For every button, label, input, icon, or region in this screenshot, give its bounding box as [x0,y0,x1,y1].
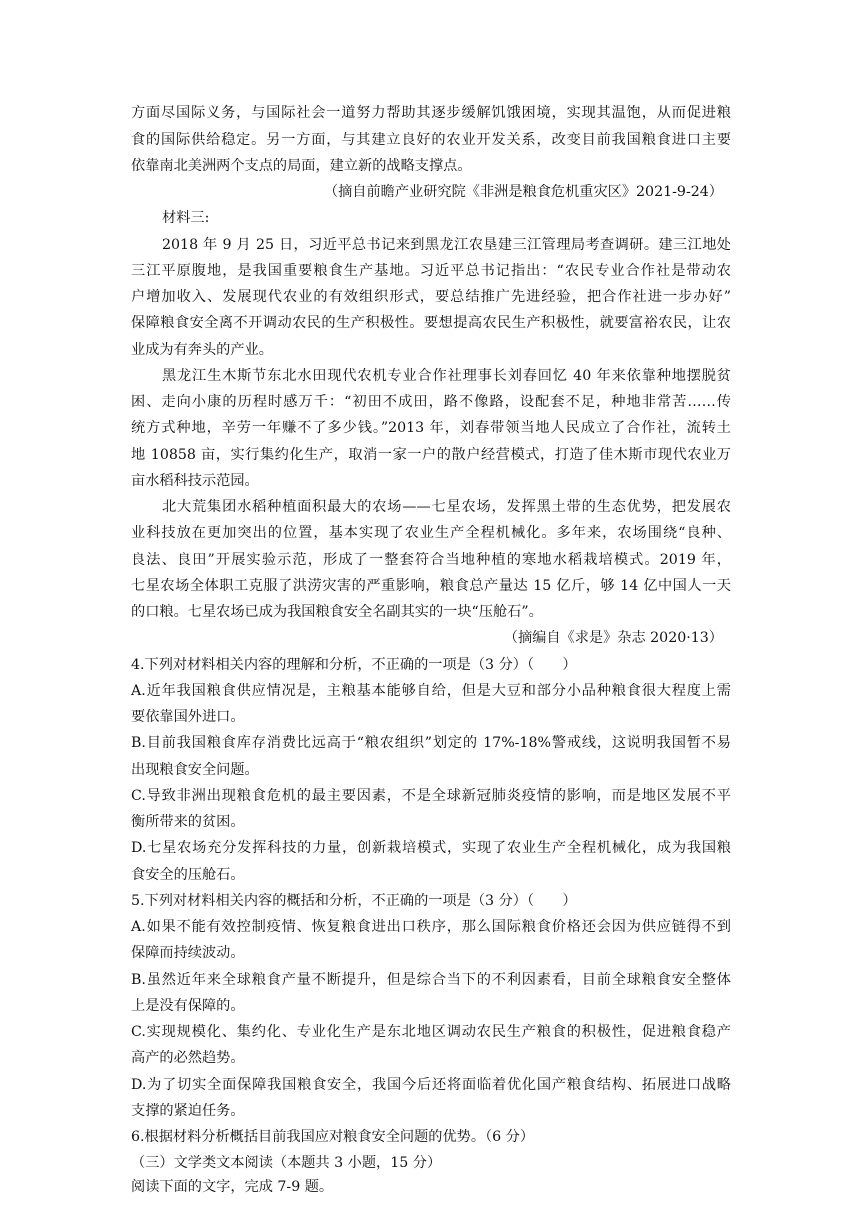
material2-source: （摘自前瞻产业研究院《非洲是粮食危机重灾区》2021-9-24） [323,184,723,200]
material2-line: 方面尽国际义务，与国际社会一道努力帮助其逐步缓解饥饿困境，实现其温饱，从而促进粮 [131,105,731,121]
material3-p2-line: 地 10858 亩，实行集约化生产，取消一家一户的散户经营模式，打造了佳木斯市现代农业万 [131,447,731,463]
material3-p2-line: 统方式种地，辛劳一年赚不了多少钱。”2013 年，刘春带领当地人民成立了合作社，流转土 [131,420,731,436]
question-4-option-b: B.目前我国粮食库存消费比远高于“粮农组织”划定的 17%-18%警戒线，这说明我国暂不易 [131,735,731,751]
material2-line: 食的国际供给稳定。另一方面，与其建立良好的农业开发关系，改变目前我国粮食进口主要 [131,132,731,148]
material3-p1-line: 户增加收入、发展现代农业的有效组织形式，要总结推广先进经验，把合作社进一步办好” [131,289,731,305]
material3-p1-line: 业成为有奔头的产业。 [131,342,273,358]
material3-p3-line: 业科技放在更加突出的位置，基本实现了农业生产全程机械化。多年来，农场围绕“良种、 [131,525,731,541]
material3-p2-line: 困、走向小康的历程时感万千：“初田不成田，路不像路，设配套不足，种地非常苦……传 [131,394,731,410]
material3-p3-line: 良法、良田”开展实验示范，形成了一整套符合当地种植的寒地水稻栽培模式。2019 年， [131,552,731,568]
material3-p1-line: 2018 年 9 月 25 日，习近平总书记来到黑龙江农垦建三江管理局考查调研。建三江地处 [162,237,731,253]
question-4-option-a-cont: 要依靠国外进口。 [131,709,245,725]
question-4-option-d: D.七星农场充分发挥科技的力量，创新栽培模式，实现了农业生产全程机械化，成为我国粮 [131,840,731,856]
section-3-title: （三）文学类文本阅读（本题共 3 小题，15 分） [131,1155,442,1171]
question-4-stem: 4.下列对材料相关内容的理解和分析，不正确的一项是（3 分）（ ） [131,657,577,673]
material3-source: （摘编自《求是》杂志 2020·13） [503,630,723,646]
question-5-option-d: D.为了切实全面保障我国粮食安全，我国今后还将面临着优化国产粮食结构、拓展进口战略 [131,1077,731,1093]
question-4-option-a: A.近年我国粮食供应情况是，主粮基本能够自给，但是大豆和部分小品种粮食很大程度上需 [131,683,731,699]
question-5-option-b: B.虽然近年来全球粮食产量不断提升，但是综合当下的不利因素看，目前全球粮食安全整体 [131,972,731,988]
question-5-option-b-cont: 上是没有保障的。 [131,998,245,1014]
material3-p2-line: 亩水稻科技示范园。 [131,473,259,489]
material2-line: 依靠南北美洲两个支点的局面，建立新的战略支撑点。 [131,158,472,174]
material3-p1-line: 保障粮食安全离不开调动农民的生产积极性。要想提高农民生产积极性，就要富裕农民，让农 [131,315,731,331]
question-5-option-c-cont: 高产的必然趋势。 [131,1050,245,1066]
question-4-option-b-cont: 出现粮食安全问题。 [131,762,259,778]
material3-p3-line: 北大荒集团水稻种植面积最大的农场——七星农场，发挥黑土带的生态优势，把发展农 [162,499,731,515]
material3-p3-line: 七星农场全体职工克服了洪涝灾害的严重影响，粮食总产量达 15 亿斤，够 14 亿中国人一天 [131,578,731,594]
question-4-option-c: C.导致非洲出现粮食危机的最主要因素，不是全球新冠肺炎疫情的影响，而是地区发展不平 [131,788,731,804]
question-6: 6.根据材料分析概括目前我国应对粮食安全问题的优势。（6 分） [131,1129,535,1145]
material3-p1-line: 三江平原腹地，是我国重要粮食生产基地。习近平总书记指出：“农民专业合作社是带动农 [131,263,731,279]
question-5-option-a-cont: 保障而持续波动。 [131,945,245,961]
question-5-option-a: A.如果不能有效控制疫情、恢复粮食进出口秩序，那么国际粮食价格还会因为供应链得不到 [131,919,731,935]
material3-title: 材料三: [162,210,210,226]
question-5-stem: 5.下列对材料相关内容的概括和分析，不正确的一项是（3 分）（ ） [131,893,577,909]
question-4-option-c-cont: 衡所带来的贫困。 [131,814,245,830]
section-3-instruction: 阅读下面的文字，完成 7-9 题。 [131,1179,334,1195]
material3-p2-line: 黑龙江生木斯节东北水田现代农机专业合作社理事长刘春回忆 40 年来依靠种地摆脱贫 [162,368,731,384]
material3-p3-line: 的口粮。七星农场已成为我国粮食安全名副其实的一块“压舱石”。 [131,604,543,620]
question-5-option-d-cont: 支撑的紧迫任务。 [131,1103,245,1119]
question-5-option-c: C.实现规模化、集约化、专业化生产是东北地区调动农民生产粮食的积极性，促进粮食稳产 [131,1024,731,1040]
question-4-option-d-cont: 食安全的压舱石。 [131,867,245,883]
